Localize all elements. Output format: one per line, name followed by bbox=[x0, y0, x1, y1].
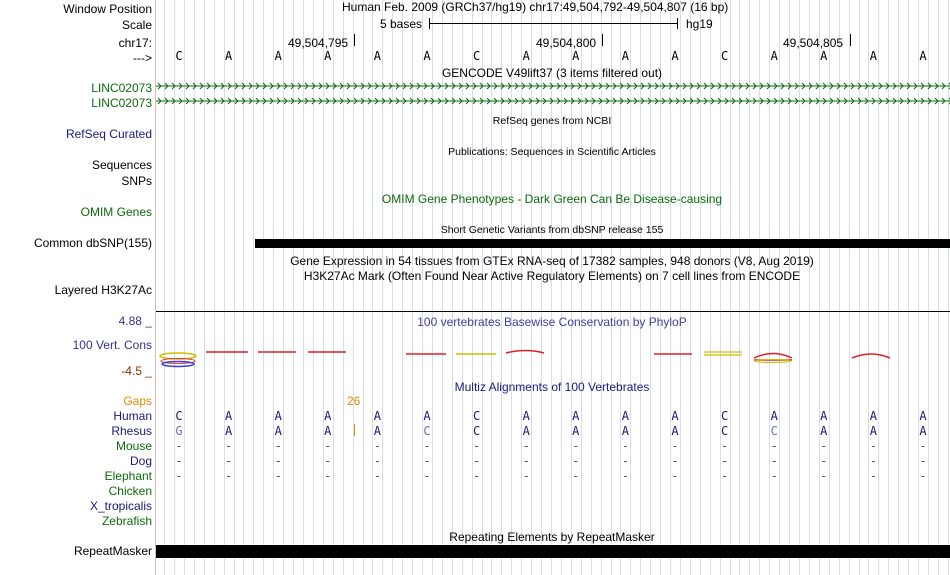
publications-track-title: Publications: Sequences in Scientific Articles bbox=[448, 146, 656, 158]
alignment-elephant-base: - bbox=[373, 469, 381, 483]
alignment-dog-base: - bbox=[919, 454, 927, 468]
alignment-dog-base: - bbox=[472, 454, 481, 468]
species-label-dog: Dog bbox=[129, 454, 152, 468]
alignment-elephant-base: - bbox=[324, 469, 332, 483]
alignment-human-base: A bbox=[373, 409, 381, 423]
alignment-elephant-base: - bbox=[472, 469, 481, 483]
alignment-elephant-base: - bbox=[224, 469, 233, 483]
alignment-dog-base: - bbox=[373, 454, 381, 468]
alignment-dog-base: - bbox=[770, 454, 778, 468]
alignment-elephant-base: - bbox=[274, 469, 282, 483]
alignment-dog-base: - bbox=[720, 454, 729, 468]
alignment-elephant-base: - bbox=[869, 469, 877, 483]
bases-base: C bbox=[720, 49, 729, 63]
omim-track-label[interactable]: OMIM Genes bbox=[80, 205, 152, 219]
alignment-rhesus-base: C bbox=[720, 424, 729, 438]
alignment-mouse-base: - bbox=[423, 439, 431, 453]
dbsnp-variant-bar[interactable] bbox=[255, 239, 950, 248]
alignment-rhesus-base: A bbox=[820, 424, 828, 438]
bases-base: C bbox=[472, 49, 481, 63]
gene-label-linc02073-1[interactable]: LINC02073 bbox=[91, 81, 152, 95]
alignment-mouse-base: - bbox=[324, 439, 332, 453]
alignment-rhesus-base: A bbox=[572, 424, 580, 438]
alignment-rhesus-base: A bbox=[224, 424, 233, 438]
alignment-rhesus-base: A bbox=[671, 424, 679, 438]
scale-bar bbox=[429, 23, 677, 24]
bases-base: A bbox=[522, 49, 530, 63]
alignment-human-base: A bbox=[770, 409, 778, 423]
alignment-mouse-base: - bbox=[472, 439, 481, 453]
alignment-elephant-base: - bbox=[671, 469, 679, 483]
gencode-track-title: GENCODE V49lift37 (3 items filtered out) bbox=[441, 66, 663, 80]
alignment-human-base: A bbox=[820, 409, 828, 423]
bases-base: A bbox=[770, 49, 778, 63]
alignment-rhesus-base: A bbox=[919, 424, 927, 438]
alignment-mouse-base: - bbox=[373, 439, 381, 453]
alignment-dog-base: - bbox=[224, 454, 233, 468]
alignment-human-base: A bbox=[274, 409, 282, 423]
alignment-human-base: A bbox=[572, 409, 580, 423]
alignment-human-base: C bbox=[472, 409, 481, 423]
scale-assembly-label: hg19 bbox=[686, 17, 713, 31]
gene-chevrons bbox=[156, 83, 950, 104]
alignment-human-base: A bbox=[621, 409, 629, 423]
gaps-label: Gaps bbox=[123, 394, 152, 408]
gap-marker bbox=[354, 424, 355, 436]
scale-bases-label: 5 bases bbox=[380, 17, 423, 31]
phylop-mark-12 bbox=[704, 352, 742, 355]
phylop-mark-13b bbox=[755, 360, 791, 363]
alignment-dog-base: - bbox=[324, 454, 332, 468]
alignment-dog-base: - bbox=[820, 454, 828, 468]
track-label-column bbox=[0, 0, 155, 575]
bases-base: A bbox=[621, 49, 629, 63]
repeatmasker-track-label[interactable]: RepeatMasker bbox=[73, 544, 152, 558]
dbsnp-track-label[interactable]: Common dbSNP(155) bbox=[33, 236, 152, 250]
species-label-human: Human bbox=[113, 409, 152, 423]
multiz-track-title: Multiz Alignments of 100 Vertebrates bbox=[454, 380, 650, 394]
alignment-elephant-base: - bbox=[572, 469, 580, 483]
repeatmasker-track-title: Repeating Elements by RepeatMasker bbox=[449, 530, 655, 544]
cons-track-label[interactable]: 100 Vert. Cons bbox=[72, 338, 152, 352]
alignment-rhesus-base: A bbox=[621, 424, 629, 438]
alignment-dog-base: - bbox=[869, 454, 877, 468]
h3k27ac-track-label[interactable]: Layered H3K27Ac bbox=[54, 283, 152, 297]
scale-bar-right-tick bbox=[677, 18, 678, 29]
snps-track-label[interactable]: SNPs bbox=[121, 174, 152, 188]
bases-base: C bbox=[175, 49, 183, 63]
species-label-mouse: Mouse bbox=[115, 439, 152, 453]
alignment-mouse-base: - bbox=[820, 439, 828, 453]
species-label-chicken: Chicken bbox=[108, 484, 152, 498]
alignment-elephant-base: - bbox=[423, 469, 431, 483]
bases-base: A bbox=[423, 49, 431, 63]
alignment-rhesus-base: A bbox=[522, 424, 530, 438]
alignment-mouse-base: - bbox=[621, 439, 629, 453]
coord-tick-2 bbox=[602, 34, 603, 46]
scale-bar-left-tick bbox=[429, 18, 430, 29]
alignment-rhesus-base: A bbox=[274, 424, 282, 438]
sequences-track-label[interactable]: Sequences bbox=[91, 158, 152, 172]
position-header: Human Feb. 2009 (GRCh37/hg19) chr17:49,504,792-49,504,807 (16 bp) bbox=[342, 0, 729, 14]
gap-count-label: 26 bbox=[347, 394, 361, 408]
alignment-dog-base: - bbox=[621, 454, 629, 468]
chrom-label: chr17: bbox=[118, 36, 152, 50]
dbsnp-track-title: Short Genetic Variants from dbSNP release 155 bbox=[440, 224, 664, 236]
alignment-human-base: A bbox=[869, 409, 877, 423]
alignment-elephant-base: - bbox=[175, 469, 183, 483]
alignment-mouse-base: - bbox=[274, 439, 282, 453]
bases-base: A bbox=[820, 49, 828, 63]
bases-base: A bbox=[373, 49, 381, 63]
alignment-dog-base: - bbox=[423, 454, 431, 468]
alignment-dog-base: - bbox=[522, 454, 530, 468]
alignment-mouse-base: - bbox=[671, 439, 679, 453]
bases-base: A bbox=[274, 49, 282, 63]
coord-tick-3 bbox=[850, 34, 851, 46]
alignment-elephant-base: - bbox=[919, 469, 927, 483]
bases-base: A bbox=[572, 49, 580, 63]
alignment-elephant-base: - bbox=[770, 469, 778, 483]
alignment-elephant-base: - bbox=[820, 469, 828, 483]
species-label-rhesus: Rhesus bbox=[111, 424, 152, 438]
scale-label: Scale bbox=[121, 18, 152, 32]
alignment-mouse-base: - bbox=[175, 439, 183, 453]
refseq-track-title: RefSeq genes from NCBI bbox=[492, 115, 612, 127]
species-label-zebrafish: Zebrafish bbox=[101, 514, 152, 528]
alignment-human-base: A bbox=[522, 409, 530, 423]
alignment-human-base: A bbox=[324, 409, 332, 423]
alignment-mouse-base: - bbox=[522, 439, 530, 453]
alignment-mouse-base: - bbox=[720, 439, 729, 453]
alignment-human-base: A bbox=[671, 409, 679, 423]
gene-label-linc02073-2[interactable]: LINC02073 bbox=[91, 96, 152, 110]
window-position-label: Window Position bbox=[63, 2, 152, 16]
genome-browser-image[interactable] bbox=[156, 0, 950, 575]
alignment-dog-base: - bbox=[274, 454, 282, 468]
phylop-conservation-plot[interactable] bbox=[156, 344, 950, 370]
alignment-rhesus-base: G bbox=[175, 424, 183, 438]
alignment-rhesus-base: C bbox=[770, 424, 778, 438]
alignment-mouse-base: - bbox=[919, 439, 927, 453]
phylop-track-title: 100 vertebrates Basewise Conservation by PhyloP bbox=[417, 315, 687, 329]
strand-arrow-label: ---> bbox=[133, 51, 152, 65]
phylop-mark-8 bbox=[506, 351, 544, 354]
bases-base: A bbox=[224, 49, 233, 63]
alignment-elephant-base: - bbox=[522, 469, 530, 483]
coord-label-1: 49,504,795 bbox=[288, 36, 349, 50]
alignment-human-base: C bbox=[720, 409, 729, 423]
bases-base: A bbox=[919, 49, 927, 63]
omim-track-title: OMIM Gene Phenotypes - Dark Green Can Be Disease-causing bbox=[381, 192, 723, 206]
alignment-dog-base: - bbox=[572, 454, 580, 468]
alignment-rhesus-base: A bbox=[869, 424, 877, 438]
bases-base: A bbox=[671, 49, 679, 63]
gencode-gene-features[interactable] bbox=[156, 82, 950, 108]
alignment-human-base: A bbox=[919, 409, 927, 423]
alignment-rhesus-base: C bbox=[423, 424, 431, 438]
coord-label-2: 49,504,800 bbox=[536, 36, 597, 50]
alignment-rhesus-base: A bbox=[324, 424, 332, 438]
phylop-ymax-label: 4.88 _ bbox=[118, 314, 152, 328]
gtex-track-title: Gene Expression in 54 tissues from GTEx RNA-seq of 17382 samples, 948 donors (V8, Aug 2019) bbox=[290, 254, 814, 268]
alignment-human-base: A bbox=[224, 409, 233, 423]
bases-base: A bbox=[869, 49, 877, 63]
alignment-mouse-base: - bbox=[770, 439, 778, 453]
phylop-ymin-label: -4.5 _ bbox=[121, 364, 152, 378]
coord-tick-1 bbox=[354, 34, 355, 46]
alignment-rhesus-base: C bbox=[472, 424, 481, 438]
alignment-elephant-base: - bbox=[720, 469, 729, 483]
bases-base: A bbox=[324, 49, 332, 63]
alignment-human-base: C bbox=[175, 409, 183, 423]
species-label-elephant: Elephant bbox=[104, 469, 152, 483]
h3k27ac-baseline bbox=[156, 311, 950, 312]
h3k27ac-track-title: H3K27Ac Mark (Often Found Near Active Regulatory Elements) on 7 cell lines from ENCODE bbox=[303, 269, 801, 283]
alignment-human-base: A bbox=[423, 409, 431, 423]
alignment-mouse-base: - bbox=[869, 439, 877, 453]
alignment-mouse-base: - bbox=[572, 439, 580, 453]
alignment-rhesus-base: A bbox=[373, 424, 381, 438]
alignment-dog-base: - bbox=[175, 454, 183, 468]
species-label-xtropicalis: X_tropicalis bbox=[89, 499, 152, 513]
alignment-elephant-base: - bbox=[621, 469, 629, 483]
alignment-dog-base: - bbox=[671, 454, 679, 468]
coord-label-3: 49,504,805 bbox=[783, 36, 844, 50]
phylop-mark-15 bbox=[852, 354, 890, 358]
refseq-track-label[interactable]: RefSeq Curated bbox=[65, 127, 152, 141]
alignment-mouse-base: - bbox=[224, 439, 233, 453]
repeatmasker-element-bar[interactable] bbox=[156, 545, 950, 558]
